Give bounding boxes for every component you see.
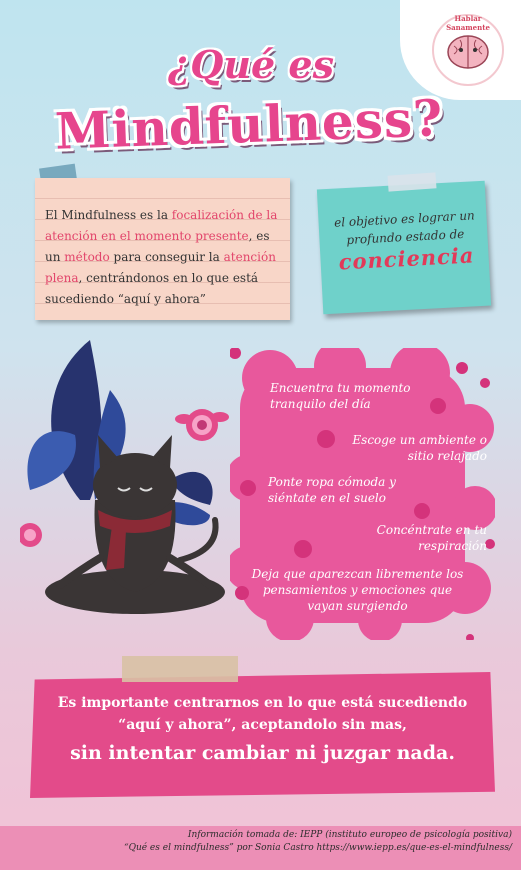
definition-part: para conseguir la — [109, 250, 224, 264]
footer-line1: Información tomada de: IEPP (instituto europeo de psicología positiva) — [187, 830, 512, 840]
tape-decoration — [122, 656, 238, 682]
flower-icon — [175, 409, 229, 441]
cat-tail — [180, 520, 216, 560]
footer-source — [120, 829, 512, 855]
definition-part: El Mindfulness es la — [45, 208, 172, 222]
goal-sentence: el objetivo es lograr un profundo estado de — [333, 208, 476, 248]
definition-part: , centrándonos en lo que está sucediendo “aquí y ahora” — [45, 271, 259, 306]
step-4: Concéntrate en tu respiración — [376, 523, 487, 553]
step-5: Deja que aparezcan libremente los pensamientos y emociones que vayan surgiendo — [251, 567, 464, 613]
definition-part: , es un — [45, 229, 270, 264]
goal-text — [327, 206, 485, 275]
definition-text — [45, 205, 285, 310]
tape-decoration — [388, 172, 437, 191]
step-1: Encuentra tu momento tranquilo del día — [270, 381, 411, 411]
definition-highlight: atención plena — [45, 250, 276, 285]
flower-icon — [20, 523, 42, 547]
definition-highlight: focalización de la atención en el momento presente — [45, 208, 278, 243]
step-2: Escoge un ambiente o sitio relajado — [352, 433, 487, 463]
logo-text: Hablar Sanamente — [446, 14, 490, 32]
title-line1: ¿Qué es — [168, 42, 334, 87]
title-line2: Mindfulness? — [54, 88, 445, 161]
meditating-cat-illustration — [20, 330, 235, 630]
definition-highlight: método — [64, 250, 110, 264]
conclusion-line1: Es importante centrarnos en lo que está sucediendo “aquí y ahora”, aceptandolo sin mas, — [57, 695, 468, 733]
step-3: Ponte ropa cómoda y siéntate en el suelo — [268, 475, 396, 505]
conclusion-text — [40, 692, 485, 764]
goal-highlight: conciencia — [338, 242, 475, 275]
conclusion-line2: sin intentar cambiar ni juzgar nada. — [70, 742, 455, 764]
footer-line2: “Qué es el mindfulness” por Sonia Castro https://www.iepp.es/que-es-el-mindfulness/ — [123, 843, 512, 853]
